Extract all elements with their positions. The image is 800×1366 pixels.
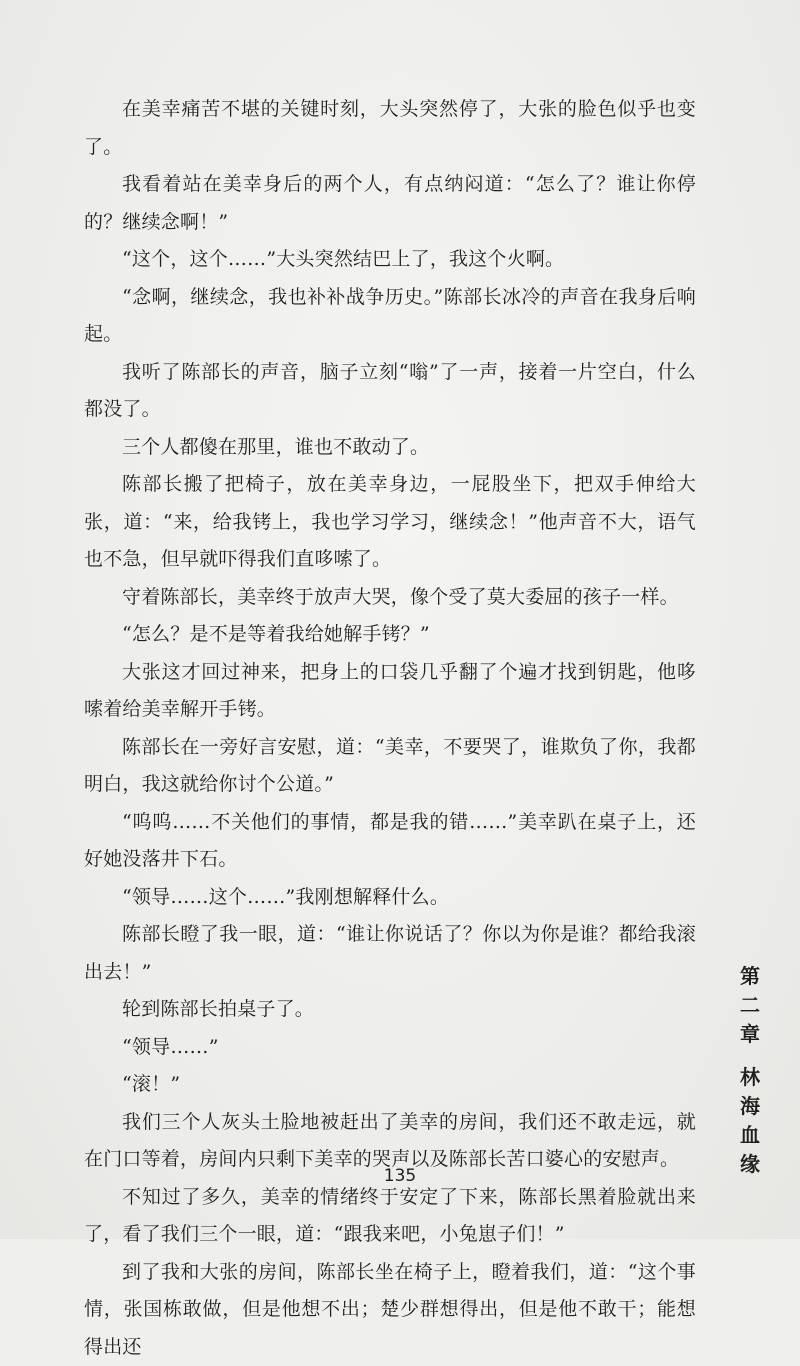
paragraph: 不知过了多久，美幸的情绪终于安定了下来，陈部长黑着脸就出来了，看了我们三个一眼，道：“跟我来吧，小兔崽子们！” xyxy=(84,1179,696,1254)
paragraph: “怎么？是不是等着我给她解手铐？” xyxy=(84,616,696,654)
chapter-title-char: 缘 xyxy=(735,1150,765,1179)
paragraph: 我听了陈部长的声音，脑子立刻“嗡”了一声，接着一片空白，什么都没了。 xyxy=(84,354,696,429)
paragraph: “领导……这个……”我刚想解释什么。 xyxy=(84,879,696,917)
chapter-title-char: 血 xyxy=(735,1121,765,1150)
chapter-number-char: 章 xyxy=(735,1020,765,1049)
page-number: 135 xyxy=(0,1166,800,1186)
paragraph: 陈部长瞪了我一眼，道：“谁让你说话了？你以为你是谁？都给我滚出去！” xyxy=(84,916,696,991)
paragraph: 三个人都傻在那里，谁也不敢动了。 xyxy=(84,429,696,467)
paragraph: 我看着站在美幸身后的两个人，有点纳闷道：“怎么了？谁让你停的？继续念啊！” xyxy=(84,166,696,241)
paragraph: “滚！” xyxy=(84,1066,696,1104)
paragraph: “领导……” xyxy=(84,1029,696,1067)
paragraph: “呜呜……不关他们的事情，都是我的错……”美幸趴在桌子上，还好她没落井下石。 xyxy=(84,804,696,879)
paragraph: 我们三个人灰头土脸地被赶出了美幸的房间，我们还不敢走远，就在门口等着，房间内只剩下美幸的哭声以及陈部长苦口婆心的安慰声。 xyxy=(84,1104,696,1179)
paragraph: “念啊，继续念，我也补补战争历史。”陈部长冰冷的声音在我身后响起。 xyxy=(84,279,696,354)
paragraph: 守着陈部长，美幸终于放声大哭，像个受了莫大委屈的孩子一样。 xyxy=(84,579,696,617)
paragraph: 陈部长搬了把椅子，放在美幸身边，一屁股坐下，把双手伸给大张，道：“来，给我铐上，我也学习学习，继续念！”他声音不大，语气也不急，但早就吓得我们直哆嗦了。 xyxy=(84,466,696,579)
paragraph: 陈部长在一旁好言安慰，道：“美幸，不要哭了，谁欺负了你，我都明白，我这就给你讨个公道。” xyxy=(84,729,696,804)
chapter-number-char: 二 xyxy=(735,991,765,1020)
paragraph: “这个，这个……”大头突然结巴上了，我这个火啊。 xyxy=(84,241,696,279)
paragraph: 大张这才回过神来，把身上的口袋几乎翻了个遍才找到钥匙，他哆嗦着给美幸解开手铐。 xyxy=(84,654,696,729)
chapter-title-char: 海 xyxy=(735,1092,765,1121)
chapter-number-char: 第 xyxy=(735,962,765,991)
paragraph: 到了我和大张的房间，陈部长坐在椅子上，瞪着我们，道：“这个事情，张国栋敢做，但是他想不出；楚少群想得出，但是他不敢干；能想得出还 xyxy=(84,1254,696,1366)
paragraph: 轮到陈部长拍桌子了。 xyxy=(84,991,696,1029)
chapter-title-char: 林 xyxy=(735,1063,765,1092)
paragraph: 在美幸痛苦不堪的关键时刻，大头突然停了，大张的脸色似乎也变了。 xyxy=(84,91,696,166)
chapter-side-title xyxy=(735,962,765,1179)
